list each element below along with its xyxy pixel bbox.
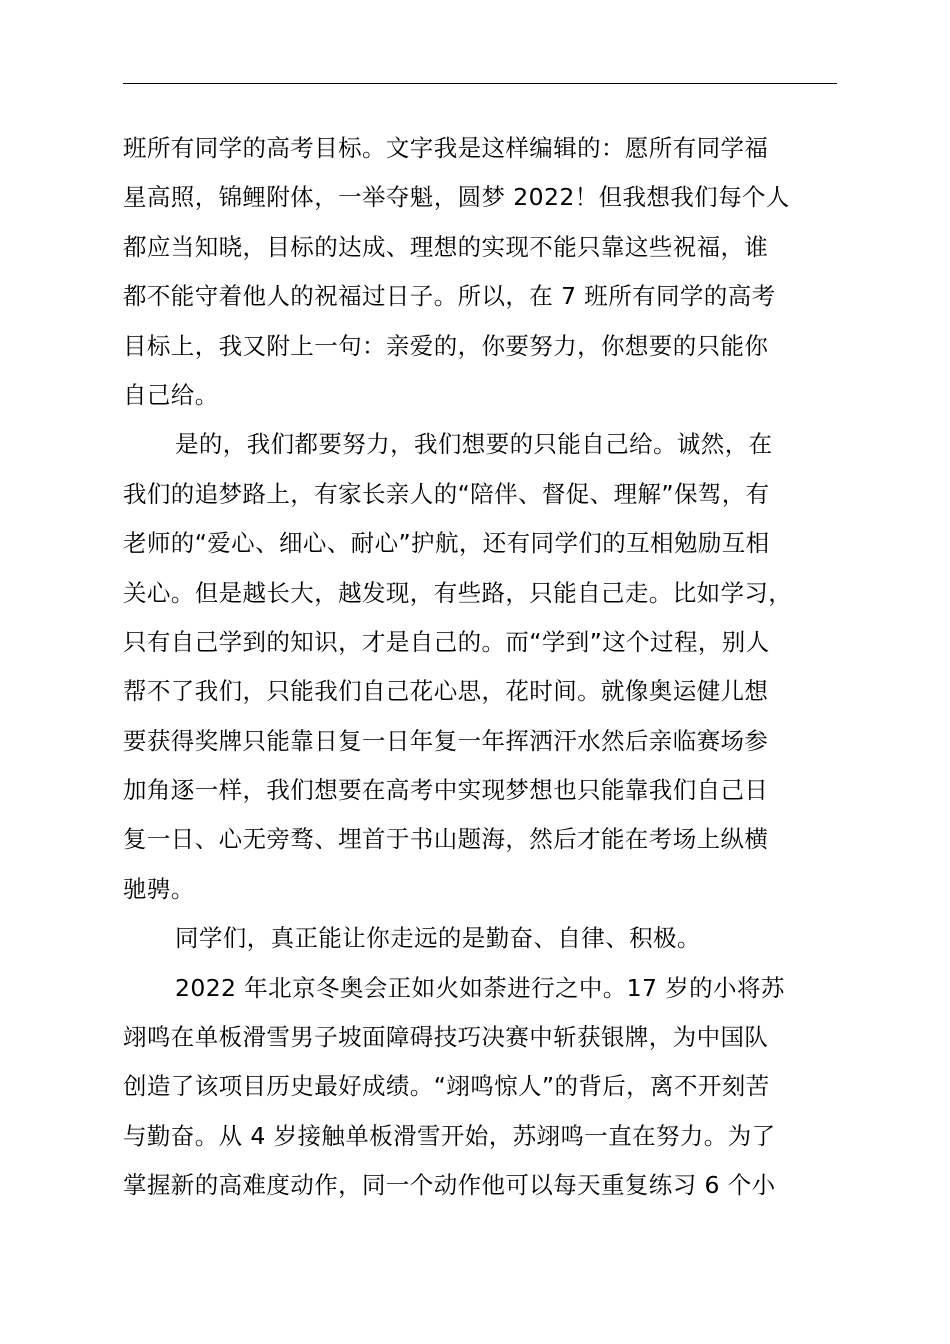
text-line: 都不能守着他人的祝福过日子。所以，在 7 班所有同学的高考 [123,282,776,311]
text-line: 掌握新的高难度动作，同一个动作他可以每天重复练习 6 个小 [123,1171,776,1200]
text-line: 创造了该项目历史最好成绩。“翊鸣惊人”的背后，离不开刻苦 [123,1072,770,1101]
body-text [123,124,863,1211]
text-line: 要获得奖牌只能靠日复一日年复一年挥洒汗水然后亲临赛场参 [123,726,769,755]
text-line: 翊鸣在单板滑雪男子坡面障碍技巧决赛中斩获银牌，为中国队 [123,1023,769,1052]
text-line: 自己给。 [123,380,219,409]
text-line: 加角逐一样，我们想要在高考中实现梦想也只能靠我们自己日 [123,776,769,805]
text-line: 只有自己学到的知识，才是自己的。而“学到”这个过程，别人 [123,627,770,656]
text-line: 班所有同学的高考目标。文字我是这样编辑的：愿所有同学福 [123,134,769,162]
text-line: 帮不了我们，只能我们自己花心思，花时间。就像奥运健儿想 [123,677,769,706]
text-line: 我们的追梦路上，有家长亲人的“陪伴、督促、理解”保驾，有 [123,479,770,508]
text-line: 与勤奋。从 4 岁接触单板滑雪开始，苏翊鸣一直在努力。为了 [123,1121,776,1150]
text-line: 驰骋。 [123,874,195,903]
text-line: 目标上，我又附上一句：亲爱的，你要努力，你想要的只能你 [123,331,769,360]
paragraph-first-line: 同学们，真正能让你走远的是勤奋、自律、积极。 [175,924,701,953]
text-line: 复一日、心无旁骛、埋首于书山题海，然后才能在考场上纵横 [123,825,769,854]
header-rule [123,83,837,84]
text-line: 关心。但是越长大，越发现，有些路，只能自己走。比如学习， [123,578,793,607]
paragraph-first-line: 2022 年北京冬奥会正如火如荼进行之中。17 岁的小将苏 [175,973,785,1002]
text-line: 都应当知晓，目标的达成、理想的实现不能只靠这些祝福，谁 [123,232,769,261]
text-line: 星高照，锦鲤附体，一举夺魁，圆梦 2022！但我想我们每个人 [123,183,790,212]
paragraph-first-line: 是的，我们都要努力，我们想要的只能自己给。诚然，在 [175,430,773,459]
text-line: 老师的“爱心、细心、耐心”护航，还有同学们的互相勉励互相 [123,529,770,558]
